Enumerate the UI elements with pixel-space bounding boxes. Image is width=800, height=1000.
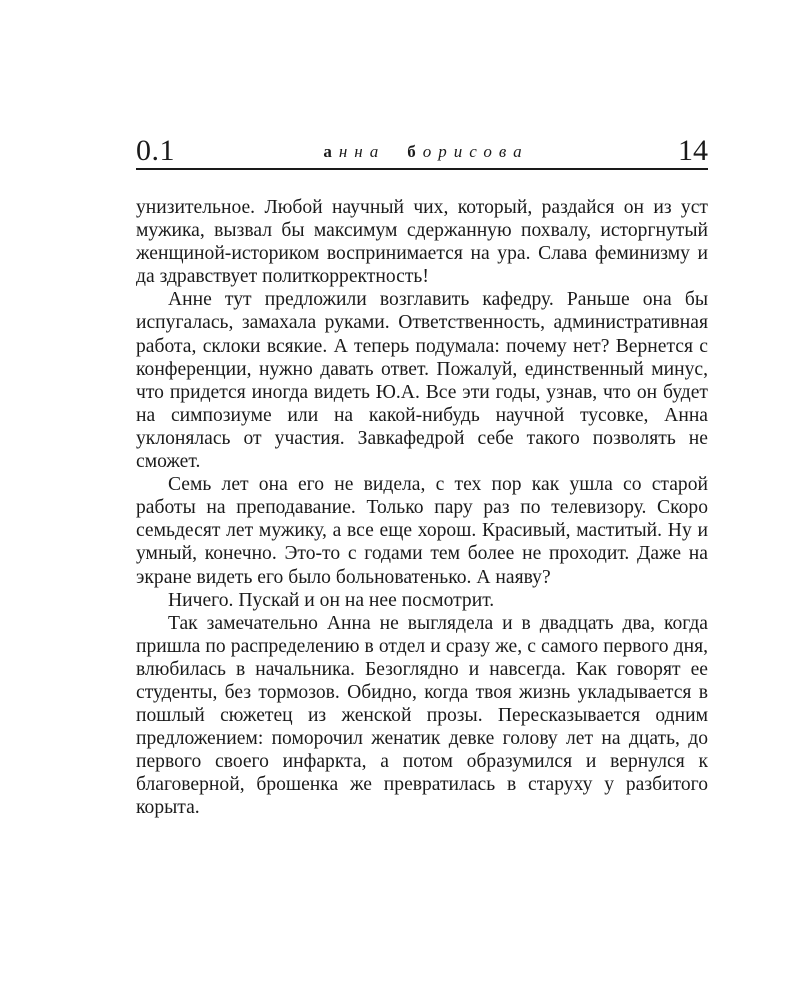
paragraph-1: унизительное. Любой научный чих, который, раздайся он из уст мужика, вызвал бы максимум сдержанную похвалу, исторгнутый женщиной-историком воспринимается на ура. Слава феминизму и да здравствует политкорректность! (136, 197, 708, 288)
header-author-name (276, 143, 576, 161)
paragraph-4: Ничего. Пускай и он на нее посмотрит. (168, 589, 495, 611)
running-header (136, 128, 708, 170)
author-last-name (407, 142, 528, 161)
chapter-number: 0.1 (136, 134, 175, 167)
paragraph-5: Так замечательно Анна не выглядела и в двадцать два, когда пришла по распределению в отдел и сразу же, с самого первого дня, влюбилась в начальника. Безоглядно и навсегда. Как говорят ее студенты, без тормозов. Обидно, когда твоя жизнь укладывается в пошлый сюжетец из женской прозы. Пересказывается одним предложением: поморочил женатик девке голову лет на дцать, до первого своего инфаркта, а потом образумился и вернулся к благоверной, брошенка же превратилась в старуху у разбитого корыта. (136, 612, 708, 819)
page-number: 14 (678, 134, 708, 167)
author-last-initial: б (407, 142, 423, 161)
author-first-name (323, 142, 385, 161)
paragraph-2: Анне тут предложили возглавить кафедру. Раньше она бы испугалась, замахала руками. Ответственность, административная работа, склоки всякие. А теперь подумала: почему нет? Вернется с конференции, нужно давать ответ. Пожалуй, единственный минус, что придется иногда видеть Ю.А. Все эти годы, узнав, что он будет на симпозиуме или на какой-нибудь научной тусовке, Анна уклонялась от участия. Завкафедрой себе такого позволять не сможет. (136, 289, 708, 473)
body-text (136, 196, 708, 820)
author-first-rest: нна (338, 142, 386, 161)
author-last-rest: орисова (422, 142, 529, 161)
author-first-initial: а (323, 142, 339, 161)
paragraph-3: Семь лет она его не видела, с тех пор как ушла со старой работы на преподавание. Только пару раз по телевизору. Скоро семьдесят лет мужику, а все еще хорош. Красивый, маститый. Ну и умный, конечно. Это-то с годами тем более не проходит. Даже на экране видеть его было больноватенько. А наяву? (136, 474, 708, 588)
